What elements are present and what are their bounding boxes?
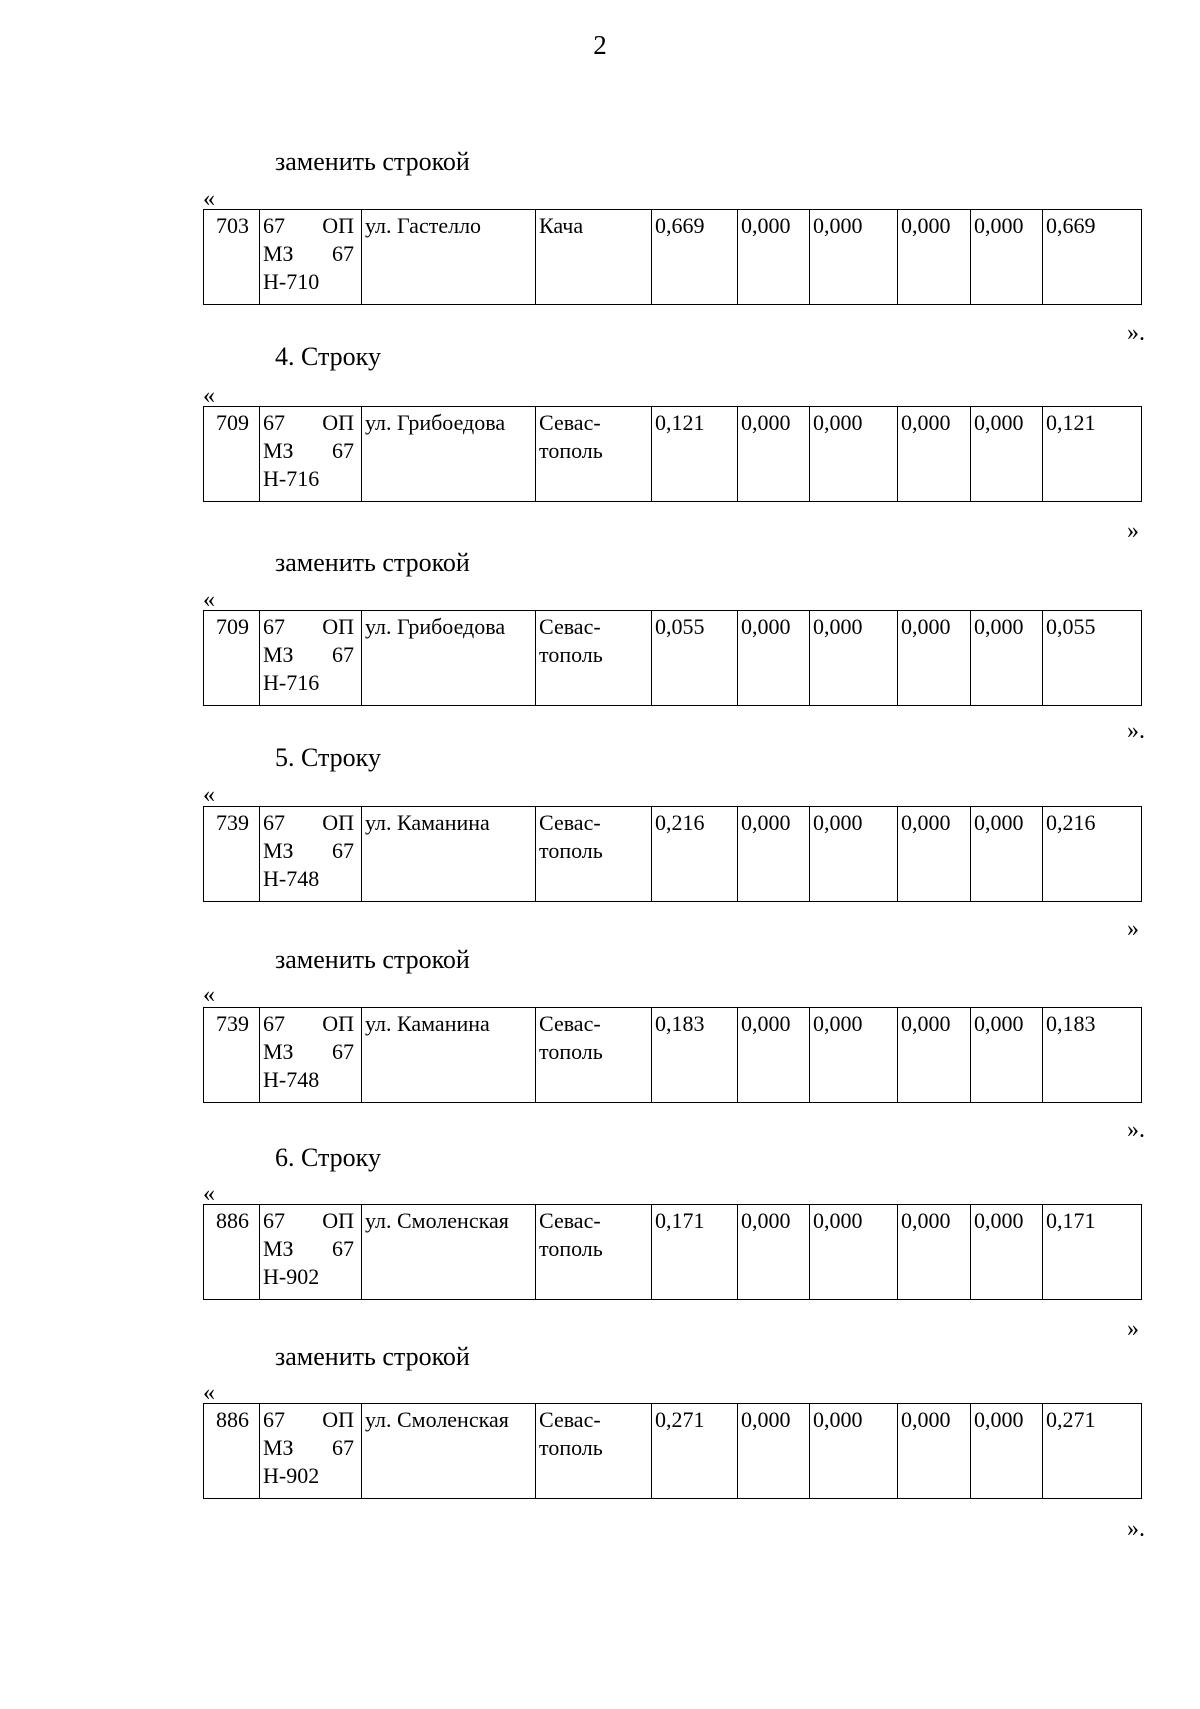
code-part: ОП <box>322 1407 354 1432</box>
road-row-table <box>203 610 1142 706</box>
locality-line: тополь <box>539 838 603 863</box>
closing-quote: » <box>1127 518 1139 544</box>
value-cell: 0,055 <box>652 611 738 706</box>
closing-quote: ». <box>1127 320 1145 346</box>
code-part: 67 <box>263 213 285 238</box>
locality-line: тополь <box>539 642 603 667</box>
locality-cell <box>536 1205 652 1300</box>
code-part: МЗ <box>263 642 294 667</box>
street-cell: ул. Каманина <box>362 1008 536 1103</box>
code-part: МЗ <box>263 1236 294 1261</box>
opening-quote: « <box>203 383 215 409</box>
value-cell: 0,000 <box>738 210 810 305</box>
road-code-cell <box>260 1205 362 1300</box>
value-cell: 0,000 <box>971 210 1043 305</box>
table-row <box>204 1008 1142 1103</box>
code-part: Н-748 <box>263 866 320 891</box>
value-cell: 0,000 <box>810 1205 898 1300</box>
code-part: МЗ <box>263 1039 294 1064</box>
opening-quote: « <box>203 587 215 613</box>
table-row <box>204 807 1142 902</box>
value-cell: 0,669 <box>1043 210 1142 305</box>
value-cell: 0,000 <box>971 1205 1043 1300</box>
street-cell: ул. Каманина <box>362 807 536 902</box>
closing-quote: ». <box>1127 718 1145 744</box>
locality-line: тополь <box>539 438 603 463</box>
code-part: Н-902 <box>263 1463 320 1488</box>
locality-line: Севас- <box>539 614 601 639</box>
value-cell: 0,183 <box>652 1008 738 1103</box>
value-cell: 0,000 <box>738 807 810 902</box>
value-cell: 0,000 <box>971 1404 1043 1499</box>
code-part: Н-716 <box>263 670 320 695</box>
value-cell: 0,000 <box>898 611 971 706</box>
code-part: 67 <box>332 1039 354 1064</box>
value-cell: 0,000 <box>898 210 971 305</box>
row-number-cell: 886 <box>204 1205 260 1300</box>
street-cell: ул. Смоленская <box>362 1205 536 1300</box>
row-number-cell: 709 <box>204 407 260 502</box>
block-caption: заменить строкой <box>275 1342 470 1371</box>
value-cell: 0,000 <box>738 1008 810 1103</box>
locality-cell <box>536 210 652 305</box>
code-part: 67 <box>332 1435 354 1460</box>
locality-line: Севас- <box>539 410 601 435</box>
value-cell: 0,000 <box>738 407 810 502</box>
locality-line: тополь <box>539 1236 603 1261</box>
value-cell: 0,183 <box>1043 1008 1142 1103</box>
locality-line: тополь <box>539 1039 603 1064</box>
code-part: МЗ <box>263 241 294 266</box>
value-cell: 0,271 <box>652 1404 738 1499</box>
value-cell: 0,000 <box>738 611 810 706</box>
value-cell: 0,000 <box>810 807 898 902</box>
code-part: 67 <box>332 438 354 463</box>
table-row <box>204 210 1142 305</box>
code-part: ОП <box>322 810 354 835</box>
value-cell: 0,000 <box>971 807 1043 902</box>
code-part: ОП <box>322 213 354 238</box>
row-number-cell: 709 <box>204 611 260 706</box>
locality-cell <box>536 407 652 502</box>
value-cell: 0,271 <box>1043 1404 1142 1499</box>
row-number-cell: 703 <box>204 210 260 305</box>
road-code-cell <box>260 807 362 902</box>
code-part: 67 <box>263 410 285 435</box>
value-cell: 0,055 <box>1043 611 1142 706</box>
code-part: 67 <box>263 614 285 639</box>
code-part: ОП <box>322 614 354 639</box>
value-cell: 0,000 <box>898 807 971 902</box>
page-number: 2 <box>593 30 607 60</box>
code-part: 67 <box>263 1208 285 1233</box>
value-cell: 0,000 <box>810 611 898 706</box>
road-code-cell <box>260 1404 362 1499</box>
locality-line: Севас- <box>539 1407 601 1432</box>
code-part: Н-716 <box>263 466 320 491</box>
block-caption: заменить строкой <box>275 945 470 974</box>
closing-quote: ». <box>1127 1117 1145 1143</box>
closing-quote: » <box>1127 1316 1139 1342</box>
value-cell: 0,000 <box>898 1205 971 1300</box>
street-cell: ул. Грибоедова <box>362 407 536 502</box>
block-caption: заменить строкой <box>275 548 470 577</box>
opening-quote: « <box>203 982 215 1008</box>
code-part: ОП <box>322 1208 354 1233</box>
value-cell: 0,000 <box>898 1008 971 1103</box>
road-row-table <box>203 806 1142 902</box>
road-row-table <box>203 209 1142 305</box>
locality-line: Севас- <box>539 810 601 835</box>
road-row-table <box>203 1204 1142 1300</box>
code-part: 67 <box>263 810 285 835</box>
locality-cell <box>536 611 652 706</box>
road-code-cell <box>260 210 362 305</box>
value-cell: 0,121 <box>1043 407 1142 502</box>
block-caption: заменить строкой <box>275 147 470 176</box>
table-row <box>204 1205 1142 1300</box>
closing-quote: » <box>1127 916 1139 942</box>
code-part: МЗ <box>263 438 294 463</box>
road-code-cell <box>260 1008 362 1103</box>
road-row-table <box>203 406 1142 502</box>
value-cell: 0,000 <box>971 1008 1043 1103</box>
value-cell: 0,000 <box>810 407 898 502</box>
road-code-cell <box>260 611 362 706</box>
locality-line: Севас- <box>539 1208 601 1233</box>
value-cell: 0,669 <box>652 210 738 305</box>
code-part: 67 <box>332 838 354 863</box>
code-part: 67 <box>263 1407 285 1432</box>
opening-quote: « <box>203 782 215 808</box>
code-part: 67 <box>332 642 354 667</box>
value-cell: 0,000 <box>971 407 1043 502</box>
code-part: МЗ <box>263 838 294 863</box>
value-cell: 0,216 <box>652 807 738 902</box>
opening-quote: « <box>203 186 215 212</box>
street-cell: ул. Грибоедова <box>362 611 536 706</box>
code-part: Н-710 <box>263 269 320 294</box>
value-cell: 0,171 <box>1043 1205 1142 1300</box>
value-cell: 0,000 <box>810 1008 898 1103</box>
code-part: 67 <box>263 1011 285 1036</box>
table-row <box>204 1404 1142 1499</box>
code-part: Н-902 <box>263 1264 320 1289</box>
table-row <box>204 611 1142 706</box>
code-part: Н-748 <box>263 1067 320 1092</box>
row-number-cell: 739 <box>204 807 260 902</box>
locality-cell <box>536 807 652 902</box>
value-cell: 0,000 <box>898 1404 971 1499</box>
row-number-cell: 739 <box>204 1008 260 1103</box>
locality-cell <box>536 1008 652 1103</box>
value-cell: 0,000 <box>738 1404 810 1499</box>
value-cell: 0,000 <box>898 407 971 502</box>
opening-quote: « <box>203 1181 215 1207</box>
block-caption: 5. Строку <box>275 743 381 772</box>
table-row <box>204 407 1142 502</box>
closing-quote: ». <box>1127 1516 1145 1542</box>
code-part: ОП <box>322 410 354 435</box>
code-part: ОП <box>322 1011 354 1036</box>
road-row-table <box>203 1403 1142 1499</box>
opening-quote: « <box>203 1380 215 1406</box>
road-code-cell <box>260 407 362 502</box>
code-part: МЗ <box>263 1435 294 1460</box>
locality-line: Севас- <box>539 1011 601 1036</box>
value-cell: 0,000 <box>810 1404 898 1499</box>
block-caption: 6. Строку <box>275 1143 381 1172</box>
street-cell: ул. Гастелло <box>362 210 536 305</box>
code-part: 67 <box>332 241 354 266</box>
locality-line: Кача <box>539 213 584 238</box>
value-cell: 0,000 <box>738 1205 810 1300</box>
value-cell: 0,171 <box>652 1205 738 1300</box>
value-cell: 0,000 <box>971 611 1043 706</box>
locality-line: тополь <box>539 1435 603 1460</box>
code-part: 67 <box>332 1236 354 1261</box>
row-number-cell: 886 <box>204 1404 260 1499</box>
locality-cell <box>536 1404 652 1499</box>
block-caption: 4. Строку <box>275 342 381 371</box>
street-cell: ул. Смоленская <box>362 1404 536 1499</box>
value-cell: 0,121 <box>652 407 738 502</box>
road-row-table <box>203 1007 1142 1103</box>
value-cell: 0,216 <box>1043 807 1142 902</box>
value-cell: 0,000 <box>810 210 898 305</box>
